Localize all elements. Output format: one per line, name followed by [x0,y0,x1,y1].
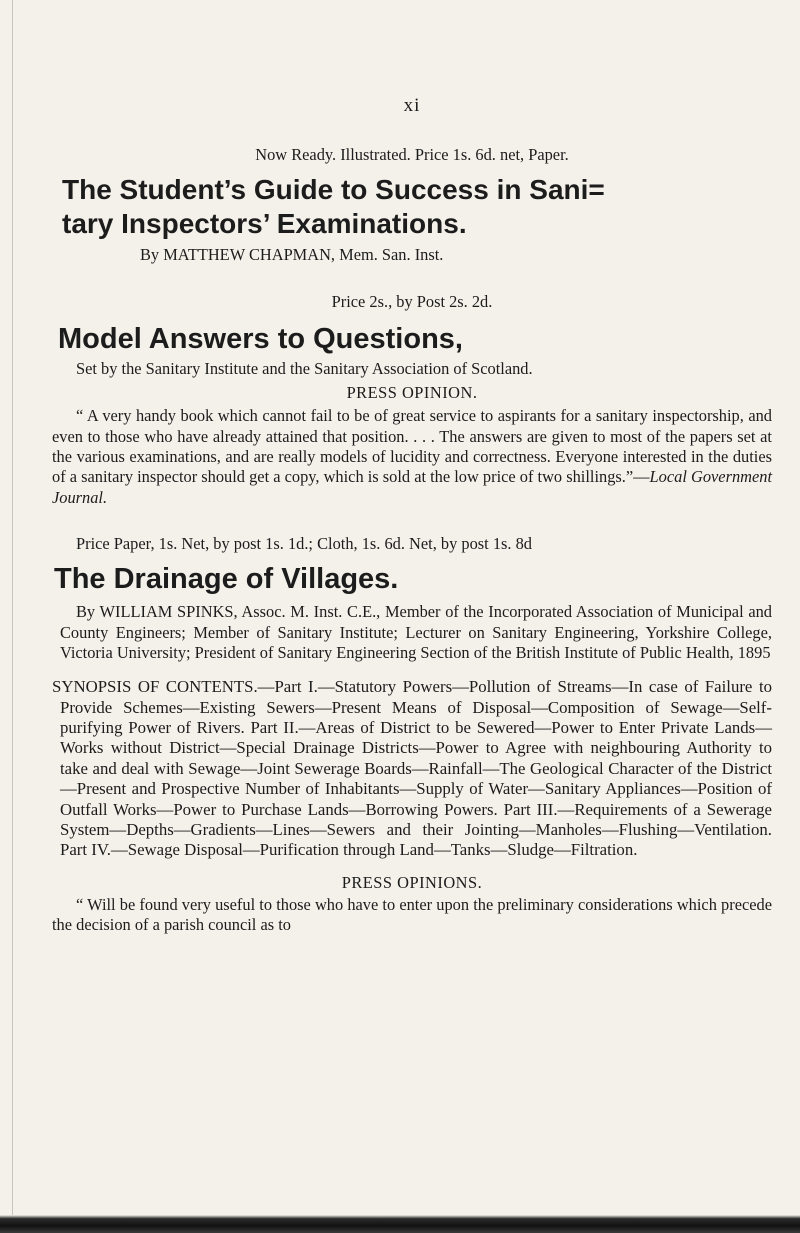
book-title: Model Answers to Questions, [58,322,463,355]
opinion-quote: “ A very handy book which cannot fail to be of great service to aspirants for a sanitary inspectorship, and even to those who have already attained that position. . . . The answers are given to most of the papers set at the various examinations, and are really models of lucidity and correctness. Everyone interested in the duties of a sanitary inspector should get a copy, which is sold at the low price of two shillings.”— [52,406,772,487]
press-opinion-text [52,406,772,507]
book-subtitle: Set by the Sanitary Institute and the Sanitary Association of Scotland. [76,358,533,378]
page-edge-line [12,0,13,1233]
book-title-line-1: The Student’s Guide to Success in Sani= [62,174,605,206]
press-opinion-heading: PRESS OPINION. [346,383,478,403]
price-line: Price 2s., by Post 2s. 2d. [331,291,493,311]
page-bottom-edge [0,1215,800,1233]
book-author: By MATTHEW CHAPMAN, Mem. San. Inst. [140,245,444,265]
book-title: The Drainage of Villages. [54,563,399,596]
price-line: Price Paper, 1s. Net, by post 1s. 1d.; Cloth, 1s. 6d. Net, by post 1s. 8d [76,533,532,553]
page-content [52,0,772,936]
page-number: xi [403,95,421,116]
availability-line: Now Ready. Illustrated. Price 1s. 6d. net, Paper. [255,145,569,164]
advert-model-answers [52,292,772,508]
synopsis-of-contents: SYNOPSIS OF CONTENTS.—Part I.—Statutory Powers—Pollution of Streams—In case of Failure to Provide Schemes—Existing Sewers—Present Means of Disposal—Composition of Sewage—Self-purifying Power of Rivers. Part II.—Areas of District to be Sewered—Power to Enter Private Lands—Works without District—Special Drainage Districts—Power to Agree with neighbouring Authority to take and deal with Sewage—Joint Sewerage Boards—Rainfall—The Geological Character of the District—Present and Prospective Number of Inhabitants—Supply of Water—Sanitary Appliances—Position of Outfall Works—Power to Purchase Lands—Borrowing Powers. Part III.—Requirements of a Sewerage System—Depths—Gradients—Lines—Sewers and their Jointing—Manholes—Flushing—Ventilation. Part IV.—Sewage Disposal—Purification through Land—Tanks—Sludge—Filtration. [52,677,772,860]
book-title-line-2: tary Inspectors’ Examinations. [62,208,467,240]
press-opinion-text: “ Will be found very useful to those who have to enter upon the preliminary considerations which precede the decision of a parish council as to [52,895,772,935]
press-opinions-heading: PRESS OPINIONS. [341,872,483,892]
advert-drainage-of-villages [52,534,772,936]
advert-students-guide [52,145,772,266]
opinion-source: Local Government Journal. [52,467,772,507]
book-author: By WILLIAM SPINKS, Assoc. M. Inst. C.E., Member of the Incorporated Association of Municipal and County Engineers; Member of Sanitary Institute; Lecturer on Sanitary Engineering, Yorkshire College, Victoria University; President of Sanitary Engineering Section of the British Institute of Public Health, 1895 [60,602,772,662]
